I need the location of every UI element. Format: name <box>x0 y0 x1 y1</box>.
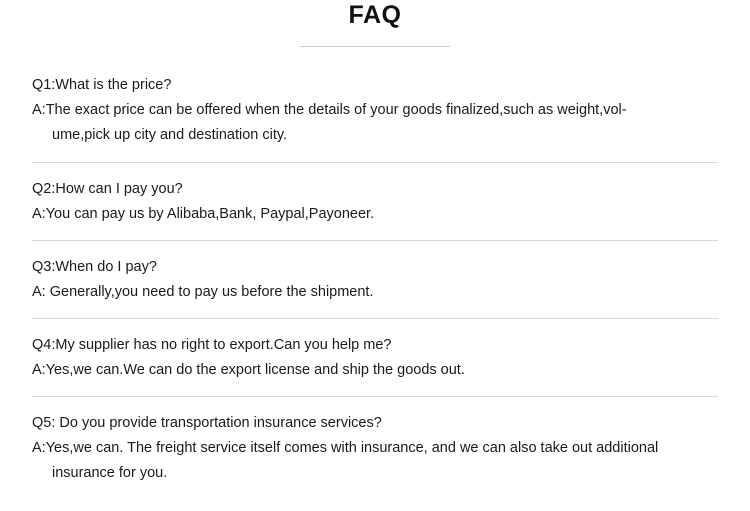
faq-item <box>32 318 718 396</box>
page-title: FAQ <box>348 1 402 29</box>
faq-answer <box>32 358 718 383</box>
faq-question: Q4:My supplier has no right to export.Can you help me? <box>32 337 392 353</box>
faq-question: Q3:When do I pay? <box>32 259 157 275</box>
faq-answer-text: A:The exact price can be offered when the details of your goods finalized,such as weight,vol- <box>32 102 627 118</box>
faq-item <box>32 162 718 240</box>
faq-item <box>32 396 718 499</box>
faq-item <box>32 240 718 318</box>
faq-answer <box>32 280 718 305</box>
faq-item <box>32 73 718 162</box>
faq-answer-continuation: ume,pick up city and destination city. <box>52 127 288 143</box>
faq-answer-text: A:Yes,we can.We can do the export license and ship the goods out. <box>32 362 465 378</box>
faq-answer <box>32 202 718 227</box>
faq-answer-continuation: insurance for you. <box>52 465 168 481</box>
faq-answer-text: A:Yes,we can. The freight service itself comes with insurance, and we can also take out additional <box>32 440 659 456</box>
faq-answer-text: A:You can pay us by Alibaba,Bank, Paypal,Payoneer. <box>32 206 375 222</box>
faq-list <box>32 73 718 499</box>
title-divider <box>300 46 450 47</box>
faq-question: Q2:How can I pay you? <box>32 181 183 197</box>
faq-answer-text: A: Generally,you need to pay us before the shipment. <box>32 284 374 300</box>
faq-answer <box>32 436 718 486</box>
faq-header <box>0 0 750 47</box>
faq-question: Q1:What is the price? <box>32 77 172 93</box>
faq-question: Q5: Do you provide transportation insurance services? <box>32 415 382 431</box>
faq-answer <box>32 98 718 148</box>
